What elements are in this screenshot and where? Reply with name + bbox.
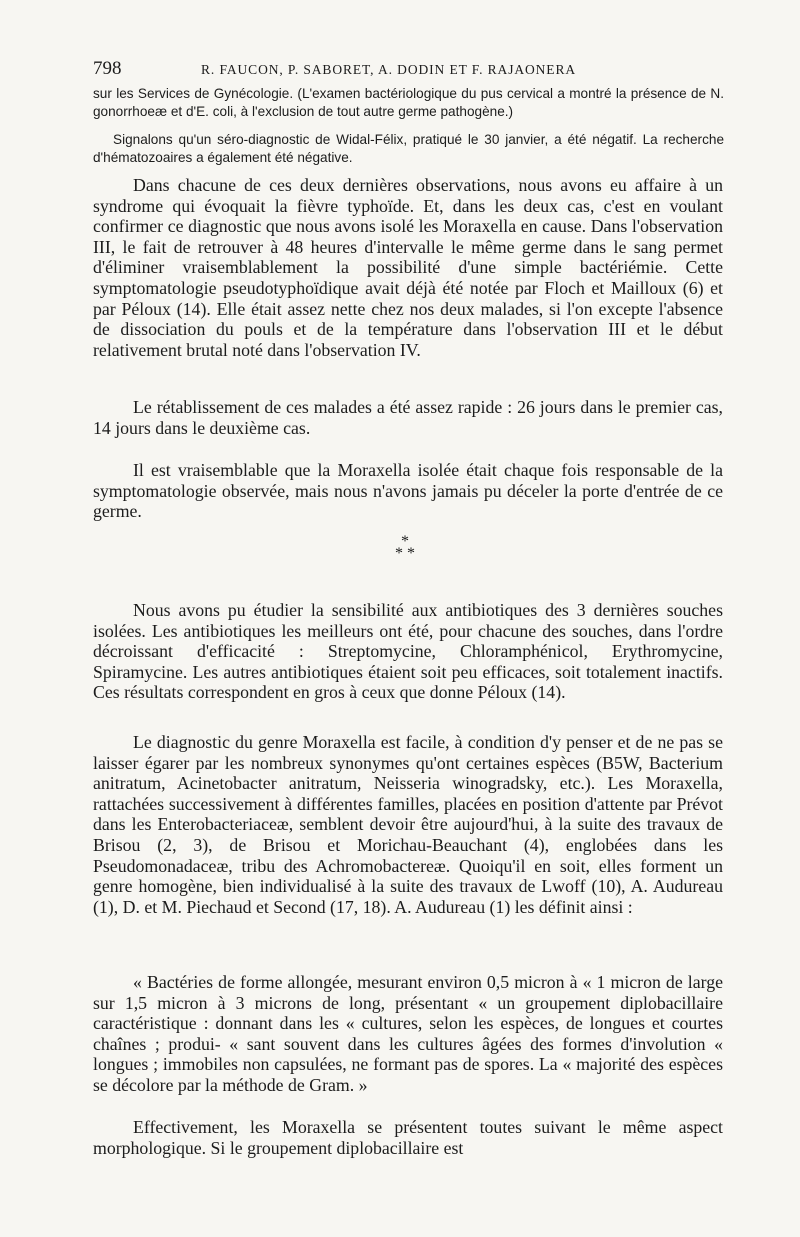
page-header <box>93 58 723 82</box>
asterism-bottom: * * <box>395 545 415 562</box>
body-paragraph-1: Dans chacune de ces deux dernières observations, nous avons eu affaire à un syndrome qui évoquait la fièvre typhoïde. Et, dans les deux cas, c'est en voulant confirmer ce diagnostic que nous avons isolé les Moraxella en cause. Dans l'observation III, le fait de retrouver à 48 heures d'intervalle le même germe dans le sang permet d'éliminer vraisemblablement la possibilité d'une simple bactériémie. Cette symptomatologie pseudotyphoïdique avait déjà été notée par Floch et Mailloux (6) et par Péloux (14). Elle était assez nette chez nos deux malades, si l'on excepte l'absence de dissociation du pouls et de la température dans l'observation III et le début relativement brutal noté dans l'observation IV. <box>93 175 723 360</box>
quoted-definition: « Bactéries de forme allongée, mesurant environ 0,5 micron à « 1 micron de large sur 1,5 micron à 3 microns de long, présentant « un groupement diplobacillaire caractéristique : donnant dans les « cultures, selon les espèces, de longues et courtes chaînes ; produi- « sant souvent dans les cultures âgées des formes d'involution « longues ; immobiles non capsulées, ne formant pas de spores. La « majorité des espèces se décolore par la méthode de Gram. » <box>93 972 723 1095</box>
body-paragraph-6: Effectivement, les Moraxella se présentent toutes suivant le même aspect morphologique. Si le groupement diplobacillaire est <box>93 1117 723 1158</box>
section-asterism <box>380 533 430 562</box>
body-paragraph-3: Il est vraisemblable que la Moraxella isolée était chaque fois responsable de la symptomatologie observée, mais nous n'avons jamais pu déceler la porte d'entrée de ce germe. <box>93 460 723 522</box>
body-paragraph-4: Nous avons pu étudier la sensibilité aux antibiotiques des 3 dernières souches isolées. Les antibiotiques les meilleurs ont été, pour chacune des souches, dans l'ordre décroissant d'efficacité : Streptomycine, Chloramphénicol, Erythromycine, Spiramycine. Les autres antibiotiques étaient soit peu efficaces, soit totalement inactifs. Ces résultats correspondent en gros à ceux que donne Péloux (14). <box>93 600 723 703</box>
running-head: R. FAUCON, P. SABORET, A. DODIN ET F. RAJAONERA <box>201 62 577 77</box>
note-paragraph-1: sur les Services de Gynécologie. (L'examen bactériologique du pus cervical a montré la présence de N. gonorrhoeæ et d'E. coli, à l'exclusion de tout autre germe pathogène.) <box>93 86 724 119</box>
page-number: 798 <box>93 58 122 79</box>
body-paragraph-5: Le diagnostic du genre Moraxella est facile, à condition d'y penser et de ne pas se laisser égarer par les nombreux synonymes qu'ont certaines espèces (B5W, Bacterium anitratum, Acinetobacter anitratum, Neisseria winogradsky, etc.). Les Moraxella, rattachées successivement à différentes familles, placées en position d'attente par Prévot dans les Enterobacteriaceæ, semblent devoir être aujourd'hui, à la suite des travaux de Brisou (2, 3), de Brisou et Morichau-Beauchant (4), englobées dans les Pseudomonadaceæ, tribu des Achromobactereæ. Quoiqu'il en soit, elles forment un genre homogène, bien individualisé à la suite des travaux de Lwoff (10), A. Audureau (1), D. et M. Piechaud et Second (17, 18). A. Audureau (1) les définit ainsi : <box>93 732 723 917</box>
asterism-top: * <box>401 533 409 550</box>
body-paragraph-2: Le rétablissement de ces malades a été assez rapide : 26 jours dans le premier cas, 14 jours dans le deuxième cas. <box>93 397 723 438</box>
note-paragraph-2: Signalons qu'un séro-diagnostic de Widal-Félix, pratiqué le 30 janvier, a été négatif. La recherche d'hématozoaires a également été négative. <box>93 132 724 165</box>
